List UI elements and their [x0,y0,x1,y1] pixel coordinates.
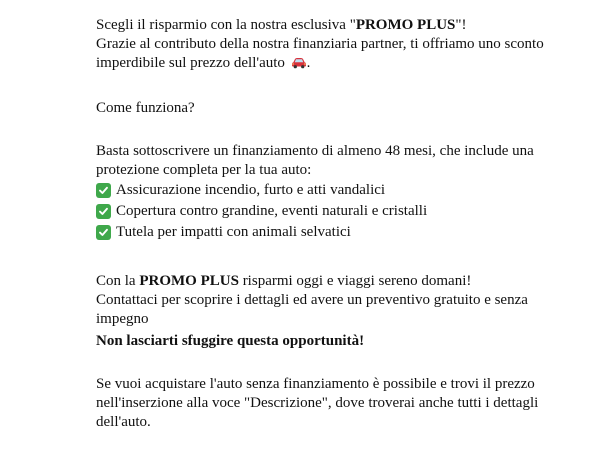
list-item-label: Copertura contro grandine, eventi naturali e cristalli [116,203,428,219]
promo-tail: risparmi oggi e viaggi sereno domani! [238,273,472,289]
promo-lead: Con la [96,273,140,289]
check-mark-button-icon [96,183,111,198]
call-to-action: Non lasciarti sfuggire questa opportunità! [96,333,365,349]
list-item-label: Tutela per impatti con animali selvatici [116,224,351,240]
list-item-label: Assicurazione incendio, furto e atti vandalici [116,182,386,198]
listing-description [96,16,556,432]
promo-paragraph [96,272,556,329]
intro-paragraph [96,16,556,75]
list-item [96,222,556,243]
intro-promo-name: PROMO PLUS [355,17,456,33]
check-mark-button-icon [96,204,111,219]
intro-tail: "! [455,17,467,33]
red-car-icon [291,56,307,75]
check-mark-button-icon [96,225,111,240]
cash-purchase-paragraph: Se vuoi acquistare l'auto senza finanziamento è possibile e trovi il prezzo nell'inserzione alla voce "Descrizione", dove troverai anche tutti i dettagli dell'auto. [96,376,539,430]
intro-lead: Scegli il risparmio con la nostra esclusiva " [96,17,356,33]
intro-end: . [306,55,311,71]
list-item [96,201,556,222]
promo-name: PROMO PLUS [139,273,239,289]
coverage-list [96,180,556,243]
promo-line2: Contattaci per scoprire i dettagli ed avere un preventivo gratuito e senza impegno [96,292,528,327]
financing-paragraph: Basta sottoscrivere un finanziamento di almeno 48 mesi, che include una protezione completa per la tua auto: [96,143,534,178]
intro-line2: Grazie al contributo della nostra finanziaria partner, ti offriamo uno sconto imperdibile sul prezzo dell'auto [96,36,544,71]
list-item [96,180,556,201]
how-it-works-heading: Come funziona? [96,100,195,116]
